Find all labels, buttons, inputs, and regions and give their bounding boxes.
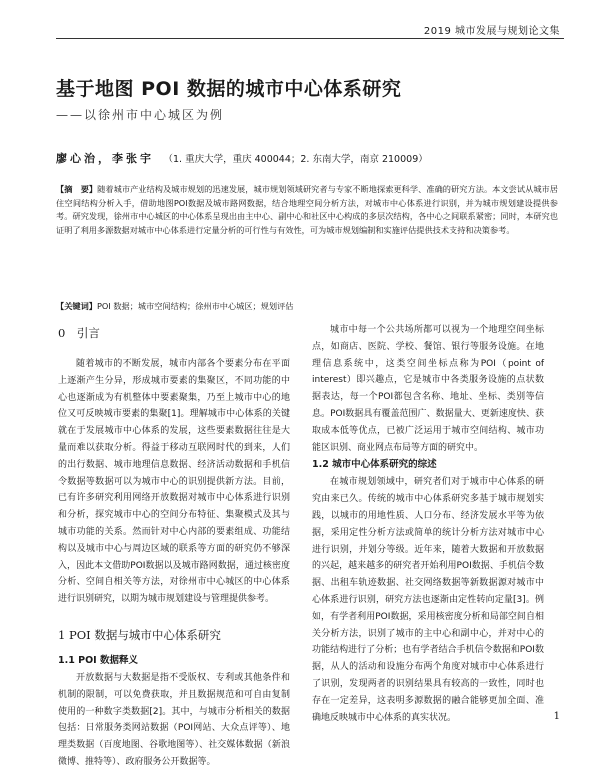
page-number: 1 xyxy=(553,711,560,722)
header-rule xyxy=(56,38,564,39)
intro-paragraph: 随着城市的不断发展，城市内部各个要素分布在平面上逐渐产生分异，形成城市要素的集聚区，不同功能的中心也逐渐成为有机整体中要素聚集，乃至上城市中心的地位又可反映城市要素的集聚[1]。理解城市中心体系的关键就在于发展城市中心体系的发展，这些要素数据往往是大量而难以获取分析。得益于移动互联网时代的到来，人们的出行数据、城市地理信息数据、经济活动数据和手机信令数据等数据可以为城市中心的识别提供新方法。目前，已有许多研究利用网络开放数据对城市中心体系进行识别和分析，探究城市中心的空间分布特征、集聚模式及其与城市功能的关系。然而针对中心内部的要素组成、功能结构以及城市中心与周边区域的联系等方面的研究仍不够深入，因此本文借助POI数据以及城市路网数据，通过核密度分析、空间自相关等方法，对徐州市中心城区的中心体系进行识别研究，以期为城市规划建设与管理提供参考。 xyxy=(58,359,290,605)
section-1-2-paragraph: 在城市规划领域中，研究者们对于城市中心体系的研究由来已久。传统的城市中心体系研究多基于城市规划实践，以城市的用地性质、人口分布、经济发展水平等为依据，采用定性分析方法或简单的统计分析方法对城市中心进行识别，并划分等级。近年来，随着大数据和开放数据的兴起，越来越多的研究者开始利用POI数据、手机信令数据、出租车轨迹数据、社交网络数据等新数据源对城市中心体系进行识别，研究方法也逐渐由定性转向定量[3]。例如，有学者利用POI数据，采用核密度分析和局部空间自相关分析方法，识别了城市的主中心和副中心，并对中心的功能结构进行了分析；也有学者结合手机信令数据和POI数据，从人的活动和设施分布两个角度对城市中心体系进行了识别，发现两者的识别结果具有较高的一致性，同时也存在一定差异，这表明多源数据的融合能够更加全面、准确地反映城市中心体系的真实状况。 xyxy=(312,477,544,723)
left-column xyxy=(58,322,290,771)
keywords-label: 【关键词】 xyxy=(56,301,97,311)
paper-title: 基于地图 POI 数据的城市中心体系研究 xyxy=(56,78,402,100)
paper-subtitle: ——以徐州市中心城区为例 xyxy=(56,108,225,122)
author-names: 廖心治，李张宇 xyxy=(56,152,154,165)
abstract-label: 【摘 要】 xyxy=(56,184,98,194)
subsection-heading-1-2: 1.2 城市中心体系研究的综述 xyxy=(312,459,437,471)
section-heading-1: 1 POI 数据与城市中心体系研究 xyxy=(58,627,221,642)
abstract-text: 随着城市产业结构及城市规划的迅速发展，城市规划领域研究者与专家不断地探索更科学、准确的研究方法。本文尝试从城市居住空间结构分析入手，借助地图POI数据及城市路网数据，结合地理空间分析方法，对城市中心体系进行识别，并为城市规划建设提供参考。研究发现，徐州市中心城区的中心体系呈现出由主中心、副中心和社区中心构成的多层次结构，各中心之间联系紧密；同时，本研究也证明了利用多源数据对城市中心体系进行定量分析的可行性与有效性，可为城市规划编制和实施评估提供技术支持和决策参考。 xyxy=(56,184,558,235)
author-affiliation: （1. 重庆大学，重庆 400044；2. 东南大学，南京 210009） xyxy=(163,154,428,165)
subsection-heading-1-1: 1.1 POI 数据释义 xyxy=(58,654,139,666)
abstract xyxy=(56,183,558,237)
poi-definition-paragraph: 城市中每一个公共场所都可以视为一个地理空间坐标点，如商店、医院、学校、餐馆、银行等服务设施。在地理信息系统中，这类空间坐标点称为POI（point of interest）即兴趣点，它是城市中各类服务设施的点状数据表达，每一个POI都包含名称、地址、坐标、类别等信息。POI数据具有覆盖范围广、数据量大、更新速度快、获取成本低等优点，已被广泛运用于城市空间结构、城市功能区识别、商业网点布局等方面的研究中。 xyxy=(312,325,544,453)
right-column xyxy=(312,322,544,726)
keywords-text: POI 数据；城市空间结构；徐州市中心城区；规划评估 xyxy=(96,301,294,311)
section-1-1-paragraph: 开放数据与大数据是指不受版权、专利或其他条件和机制的限制，可以免费获取，并且数据规范和可自由复制使用的一种数字类数据[2]。其中，与城市分析相关的数据包括：日常服务类网站数据（POI网站、大众点评等）、地理类数据（百度地图、谷歌地图等）、社交媒体数据（新浪微博、推特等）、政府服务公开数据等。 xyxy=(58,672,290,767)
section-heading-intro: 0 引言 xyxy=(58,326,100,340)
keywords xyxy=(56,300,558,313)
running-header: 2019 城市发展与规划论文集 xyxy=(423,26,560,37)
author-line xyxy=(56,150,428,166)
